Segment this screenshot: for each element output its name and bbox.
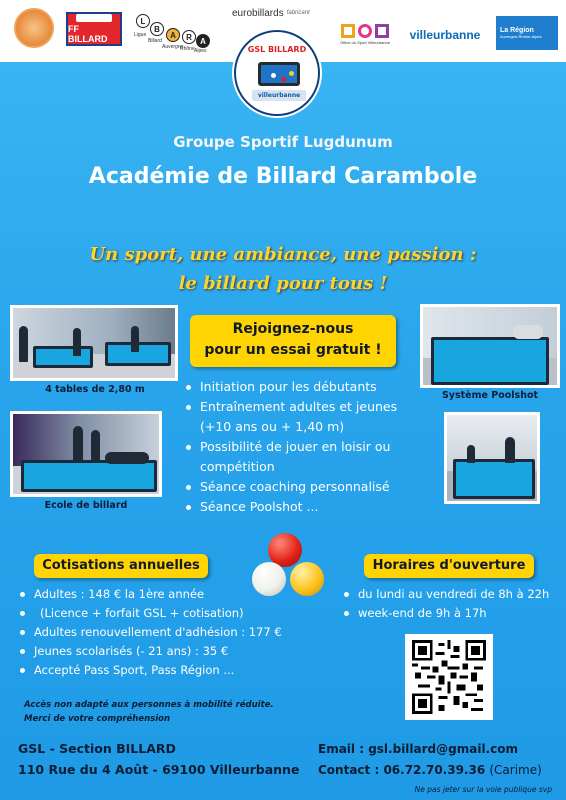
list-item: Adultes renouvellement d'adhésion : 177 € <box>18 623 318 642</box>
fees-list <box>18 585 318 680</box>
group-name: Groupe Sportif Lugdunum <box>173 133 393 151</box>
lbara-letter: L <box>136 14 150 28</box>
contact-email-row <box>318 742 518 756</box>
lbara-letter: A <box>196 34 210 48</box>
lbara-tag: Auvergne <box>162 44 184 50</box>
list-item: Adultes : 148 € la 1ère année <box>18 585 318 604</box>
fees-heading: Cotisations annuelles <box>34 554 208 578</box>
gsl-logo-city: villeurbanne <box>252 90 306 101</box>
list-item: Jeunes scolarisés (- 21 ans) : 35 € <box>18 642 318 661</box>
list-item: week-end de 9h à 17h <box>342 604 562 623</box>
hours-list <box>342 585 562 623</box>
list-item: Séance Poolshot ... <box>184 497 404 517</box>
join-callout <box>190 315 396 367</box>
osv-logo <box>338 20 392 48</box>
photo-poolshot-2 <box>444 412 540 504</box>
photo-tables <box>10 305 178 381</box>
lbara-tag: Rhône <box>180 46 195 52</box>
hours-heading: Horaires d'ouverture <box>364 554 534 578</box>
join-line-2: pour un essai gratuit ! <box>204 342 382 358</box>
phone-label: Contact : <box>318 763 380 777</box>
footnote: Ne pas jeter sur la voie publique svp <box>414 785 552 794</box>
join-line-1: Rejoignez-nous <box>232 321 354 337</box>
list-item: Séance coaching personnalisé <box>184 477 404 497</box>
lbara-letter: R <box>182 30 196 44</box>
lbara-logo <box>132 10 212 52</box>
qr-code-icon <box>411 640 487 714</box>
lbara-letter: B <box>150 22 164 36</box>
slogan-line-2: le billard pour tous ! <box>178 273 388 294</box>
list-item: Initiation pour les débutants <box>184 377 404 397</box>
ff-billard-logo <box>66 12 122 46</box>
caption-ecole: Ecole de billard <box>44 500 128 511</box>
eurobillards-logo <box>232 6 332 20</box>
list-item: Entraînement adultes et jeunes (+10 ans ou + 1,40 m) <box>184 397 404 437</box>
photo-poolshot-1 <box>420 304 560 388</box>
villeurbanne-logo <box>398 26 492 44</box>
email-label: Email : <box>318 742 365 756</box>
phone-contact-name: (Carime) <box>489 763 542 777</box>
qr-code[interactable] <box>405 634 493 720</box>
list-item: Accepté Pass Sport, Pass Région ... <box>18 661 318 680</box>
region-logo <box>496 16 558 50</box>
region-text: La Région <box>500 27 534 34</box>
accessibility-thanks: Merci de votre compréhension <box>24 714 171 724</box>
accessibility-notice: Accès non adapté aux personnes à mobilité réduite. <box>24 700 274 710</box>
region-subtext: Auvergne-Rhône-Alpes <box>500 34 542 39</box>
gsl-logo-title: GSL BILLARD <box>247 45 307 54</box>
eurobillards-sub: fabricant <box>286 10 310 16</box>
caption-poolshot: Système Poolshot <box>441 390 539 401</box>
caption-tables: 4 tables de 2,80 m <box>45 384 145 395</box>
slogan-line-1: Un sport, une ambiance, une passion : <box>89 244 477 265</box>
billiard-table-icon <box>258 62 300 86</box>
osv-caption: Office du Sport Villeurbanne <box>340 39 390 45</box>
villeurbanne-text: villeurbanne <box>409 28 481 42</box>
list-item: Possibilité de jouer en loisir ou compétition <box>184 437 404 477</box>
eurobillards-text: eurobillards <box>232 7 284 19</box>
list-item: du lundi au vendredi de 8h à 22h <box>342 585 562 604</box>
lbara-tag: Billard <box>148 38 162 44</box>
email-link[interactable]: gsl.billard@gmail.com <box>368 742 518 756</box>
lbara-tag: Alpes <box>194 48 207 54</box>
ff-billard-text: FF BILLARD <box>68 24 108 44</box>
list-item-continuation: (Licence + forfait GSL + cotisation) <box>18 604 318 623</box>
contact-address: 110 Rue du 4 Août - 69100 Villeurbanne <box>18 762 300 777</box>
photo-ecole <box>10 411 162 497</box>
phone-number[interactable]: 06.72.70.39.36 <box>383 763 486 777</box>
contact-phone-row <box>318 763 542 777</box>
page-title: Académie de Billard Carambole <box>88 164 478 189</box>
lugdunum-logo <box>14 8 54 48</box>
gsl-billard-logo <box>234 30 320 116</box>
activities-list <box>184 377 404 517</box>
contact-org: GSL - Section BILLARD <box>18 741 176 756</box>
lbara-tag: Ligue <box>134 32 147 38</box>
lbara-letter: A <box>166 28 180 42</box>
